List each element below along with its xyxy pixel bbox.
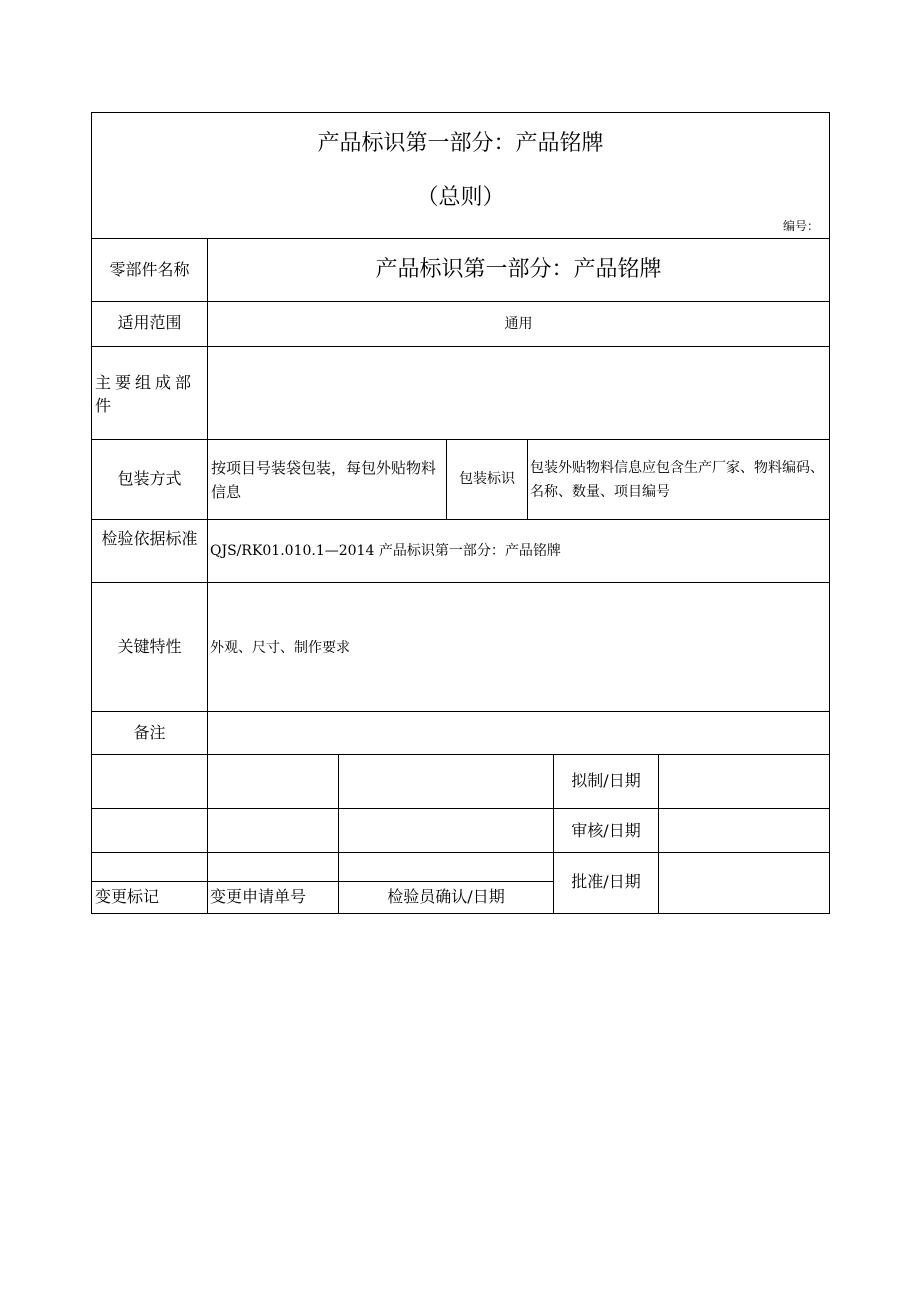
col-divider [207,238,208,913]
key-characteristics-label: 关键特性 [117,637,182,656]
part-name-label: 零部件名称 [109,260,190,279]
col-divider [658,754,659,913]
packaging-method-value: 按项目号装袋包装，每包外贴物料信息 [211,459,437,501]
inspection-standard-label: 检验依据标准 [101,529,198,548]
document-subtitle: （总则） [416,185,505,210]
key-characteristics-value: 外观、尺寸、制作要求 [210,640,350,656]
main-components-label: 主要组成部件 [95,373,196,415]
row-divider [92,519,829,520]
packaging-marking-value: 包装外贴物料信息应包含生产厂家、物料编码、名称、数量、项目编号 [530,460,824,500]
inspector-confirm-header: 检验员确认/日期 [387,887,505,906]
scope-value: 通用 [504,316,533,332]
row-divider [92,881,553,882]
row-divider [92,301,829,302]
reviewed-date-label: 审核/日期 [571,821,641,840]
change-mark-header: 变更标记 [95,887,160,906]
row-divider [92,754,829,755]
document-title: 产品标识第一部分：产品铭牌 [317,131,604,156]
scope-label: 适用范围 [117,313,182,332]
row-divider [92,582,829,583]
document-form [91,112,830,914]
row-divider [92,346,829,347]
packaging-marking-label: 包装标识 [459,471,515,487]
code-label: 编号： [782,219,819,233]
row-divider [92,238,829,239]
row-divider [92,711,829,712]
drafted-date-label: 拟制/日期 [571,771,641,790]
inspection-standard-value: QJS/RK01.010.1—2014 产品标识第一部分：产品铭牌 [210,543,561,559]
packaging-label: 包装方式 [117,469,182,488]
approved-date-label: 批准/日期 [571,872,641,891]
change-request-no-header: 变更申请单号 [210,887,307,906]
row-divider [92,808,829,809]
row-divider [92,852,829,853]
row-divider [92,439,829,440]
part-name-value: 产品标识第一部分：产品铭牌 [375,257,662,282]
col-divider [527,439,528,519]
remarks-label: 备注 [133,723,166,742]
